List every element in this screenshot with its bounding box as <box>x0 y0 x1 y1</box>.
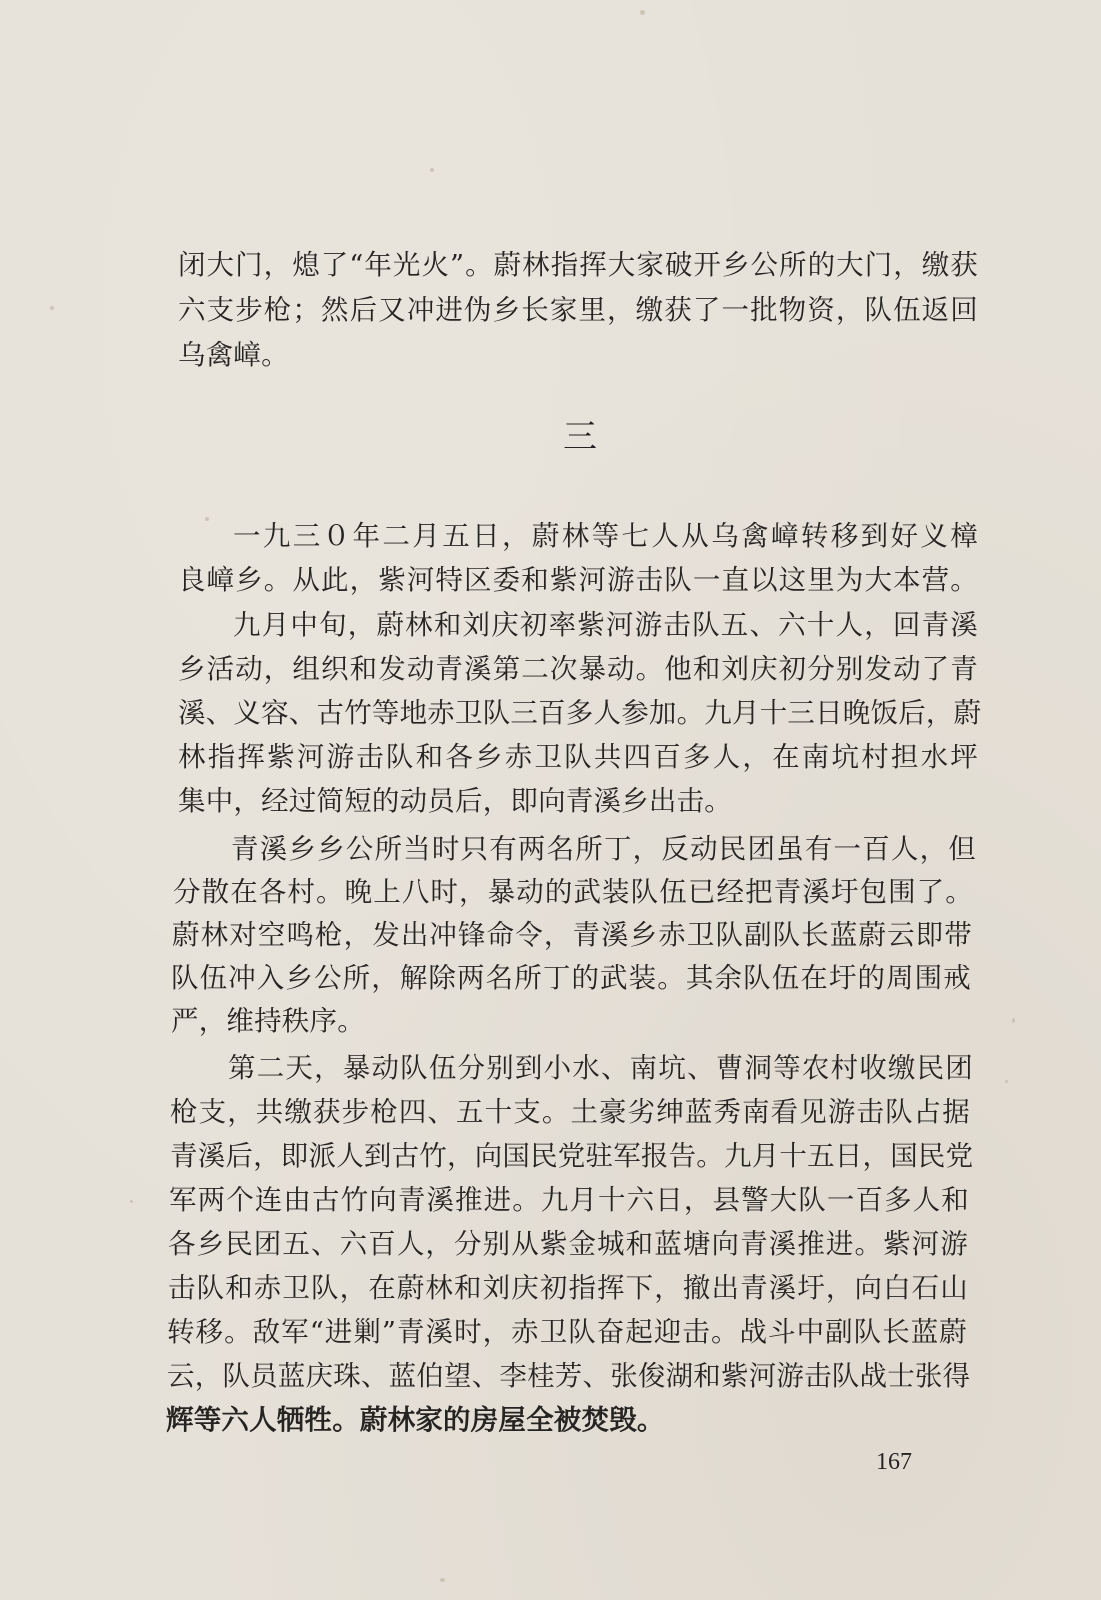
paragraph-line: 第二天，暴动队伍分别到小水、南坑、曹洞等农村收缴民团 <box>228 1052 973 1084</box>
paragraph-line: 分散在各村。晚上八时，暴动的武装队伍已经把青溪圩包围了。 <box>173 876 973 908</box>
paragraph-line: 集中，经过简短的动员后，即向青溪乡出击。 <box>178 785 732 817</box>
paragraph-line: 乡活动，组织和发动青溪第二次暴动。他和刘庆初分别发动了青 <box>178 653 978 685</box>
paragraph-line: 一九三０年二月五日，蔚林等七人从乌禽嶂转移到好义樟 <box>233 520 978 552</box>
paragraph-line: 青溪乡乡公所当时只有两名所丁，反动民团虽有一百人，但 <box>231 833 976 865</box>
paragraph-line: 军两个连由古竹向青溪推进。九月十六日，县警大队一百多人和 <box>169 1184 969 1216</box>
paragraph-line: 蔚林对空鸣枪，发出冲锋命令，青溪乡赤卫队副队长蓝蔚云即带 <box>172 919 972 951</box>
paper-speck <box>205 517 209 521</box>
paper-speck <box>50 306 54 310</box>
paragraph-line: 九月中旬，蔚林和刘庆初率紫河游击队五、六十人，回青溪 <box>233 609 978 641</box>
paragraph-line: 队伍冲入乡公所，解除两名所丁的武装。其余队伍在圩的周围戒 <box>171 962 971 994</box>
paper-speck <box>640 10 645 15</box>
paper-speck <box>1012 1018 1015 1023</box>
paragraph-line: 枪支，共缴获步枪四、五十支。土豪劣绅蓝秀南看见游击队占据 <box>170 1096 970 1128</box>
paragraph-line: 转移。敌军“进剿”青溪时，赤卫队奋起迎击。战斗中副队长蓝蔚 <box>167 1316 967 1348</box>
paragraph-line: 良嶂乡。从此，紫河特区委和紫河游击队一直以这里为大本营。 <box>178 564 978 596</box>
paper-speck <box>1005 1080 1008 1083</box>
paragraph-line: 溪、义容、古竹等地赤卫队三百多人参加。九月十三日晚饭后，蔚 <box>178 697 982 729</box>
paper-speck <box>440 1578 445 1582</box>
paragraph-line: 辉等六人牺牲。蔚林家的房屋全被焚毁。 <box>166 1404 665 1436</box>
page-number: 167 <box>876 1449 912 1475</box>
intro-line: 六支步枪；然后又冲进伪乡长家里，缴获了一批物资，队伍返回 <box>178 294 978 326</box>
paragraph-line: 云，队员蓝庆珠、蓝伯望、李桂芳、张俊湖和紫河游击队战士张得 <box>167 1360 971 1392</box>
paragraph-line: 各乡民团五、六百人，分别从紫金城和蓝塘向青溪推进。紫河游 <box>168 1228 968 1260</box>
section-number: 三 <box>563 417 597 457</box>
paragraph-line: 青溪后，即派人到古竹，向国民党驻军报告。九月十五日，国民党 <box>170 1140 974 1172</box>
paper-speck <box>130 1200 133 1203</box>
paragraph-line: 严，维持秩序。 <box>171 1005 365 1037</box>
intro-line: 乌禽嶂。 <box>178 339 289 371</box>
paragraph-line: 林指挥紫河游击队和各乡赤卫队共四百多人，在南坑村担水坪 <box>178 741 978 773</box>
paragraph-line: 击队和赤卫队，在蔚林和刘庆初指挥下，撤出青溪圩，向白石山 <box>168 1272 968 1304</box>
intro-line: 闭大门，熄了“年光火”。蔚林指挥大家破开乡公所的大门，缴获 <box>178 249 978 281</box>
paper-speck <box>430 168 434 172</box>
